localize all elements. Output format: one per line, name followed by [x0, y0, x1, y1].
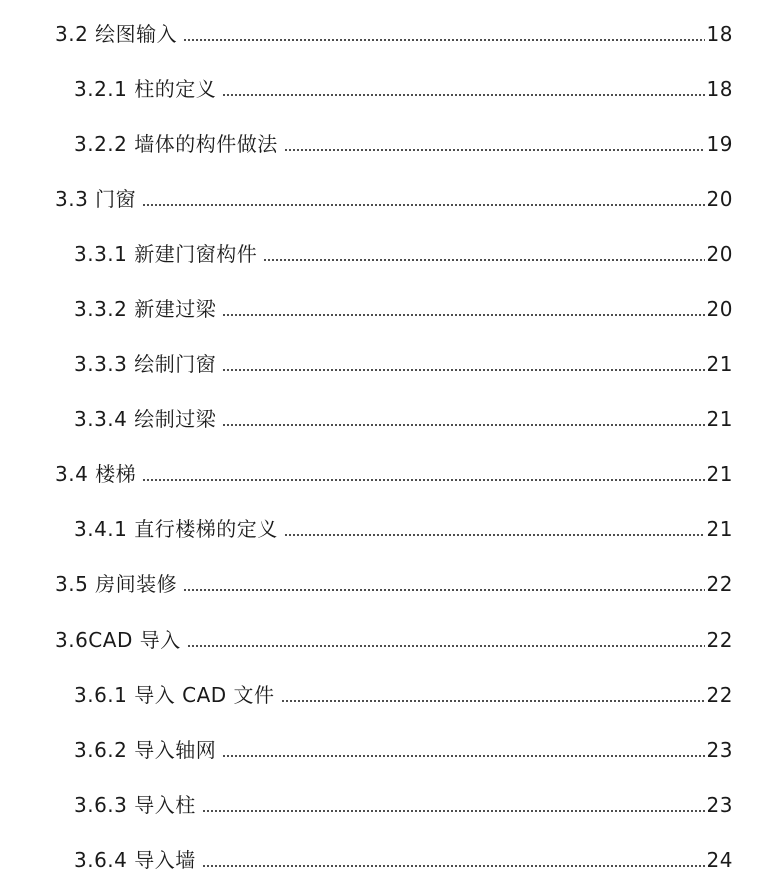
toc-entry-page: 22 [706, 628, 733, 652]
toc-entry-title: 3.3.4 绘制过梁 [74, 407, 217, 431]
dot-leader [222, 423, 704, 427]
toc-entry-3-6-2[interactable] [74, 732, 733, 762]
toc-entry-3-2[interactable] [55, 16, 733, 46]
toc-entry-title: 3.6.4 导入墙 [74, 848, 196, 872]
dot-leader [281, 699, 705, 703]
dot-leader [284, 148, 705, 152]
toc-entry-page: 18 [706, 77, 733, 101]
toc-entry-3-6-3[interactable] [74, 787, 733, 817]
toc-entry-title: 3.2.2 墙体的构件做法 [74, 132, 278, 156]
toc-entry-title: 3.6.2 导入轴网 [74, 738, 217, 762]
dot-leader [187, 644, 705, 648]
dot-leader [183, 38, 704, 42]
toc-entry-page: 21 [706, 462, 733, 486]
dot-leader [202, 809, 705, 813]
toc-entry-page: 22 [706, 683, 733, 707]
dot-leader [142, 478, 704, 482]
toc-entry-title: 3.2 绘图输入 [55, 22, 178, 46]
toc-entry-3-5[interactable] [55, 566, 733, 596]
toc-entry-3-6-4[interactable] [74, 842, 733, 872]
toc-entry-title: 3.3.3 绘制门窗 [74, 352, 217, 376]
toc-entry-title: 3.4.1 直行楼梯的定义 [74, 517, 278, 541]
toc-entry-page: 23 [706, 738, 733, 762]
toc-entry-page: 21 [706, 407, 733, 431]
toc-entry-title: 3.3 门窗 [55, 187, 137, 211]
toc-entry-3-3-1[interactable] [74, 236, 733, 266]
toc-entry-title: 3.6.1 导入 CAD 文件 [74, 683, 275, 707]
toc-entry-page: 22 [706, 572, 733, 596]
dot-leader [263, 258, 704, 262]
toc-entry-3-3-4[interactable] [74, 401, 733, 431]
toc-entry-title: 3.3.1 新建门窗构件 [74, 242, 258, 266]
toc-entry-page: 20 [706, 297, 733, 321]
dot-leader [222, 754, 704, 758]
toc-entry-title: 3.4 楼梯 [55, 462, 137, 486]
toc-entry-page: 20 [706, 187, 733, 211]
toc-entry-page: 24 [706, 848, 733, 872]
toc-entry-3-6-1[interactable] [74, 677, 733, 707]
toc-entry-3-2-2[interactable] [74, 126, 733, 156]
dot-leader [222, 93, 704, 97]
toc-entry-page: 20 [706, 242, 733, 266]
toc-entry-3-6[interactable] [55, 622, 733, 652]
dot-leader [222, 313, 704, 317]
dot-leader [183, 588, 704, 592]
toc-entry-title: 3.5 房间装修 [55, 572, 178, 596]
dot-leader [142, 203, 704, 207]
toc-entry-title: 3.3.2 新建过梁 [74, 297, 217, 321]
dot-leader [222, 368, 704, 372]
dot-leader [284, 533, 705, 537]
toc-entry-page: 21 [706, 517, 733, 541]
toc-entry-3-3-3[interactable] [74, 346, 733, 376]
toc-entry-page: 18 [706, 22, 733, 46]
dot-leader [202, 864, 705, 868]
toc-entry-title: 3.6CAD 导入 [55, 628, 181, 652]
toc-entry-3-2-1[interactable] [74, 71, 733, 101]
toc-entry-3-4-1[interactable] [74, 511, 733, 541]
toc-entry-title: 3.2.1 柱的定义 [74, 77, 217, 101]
toc-entry-3-3-2[interactable] [74, 291, 733, 321]
toc-entry-page: 23 [706, 793, 733, 817]
toc-entry-page: 19 [706, 132, 733, 156]
toc-entry-3-4[interactable] [55, 456, 733, 486]
toc-entry-3-3[interactable] [55, 181, 733, 211]
toc-entry-page: 21 [706, 352, 733, 376]
toc-entry-title: 3.6.3 导入柱 [74, 793, 196, 817]
